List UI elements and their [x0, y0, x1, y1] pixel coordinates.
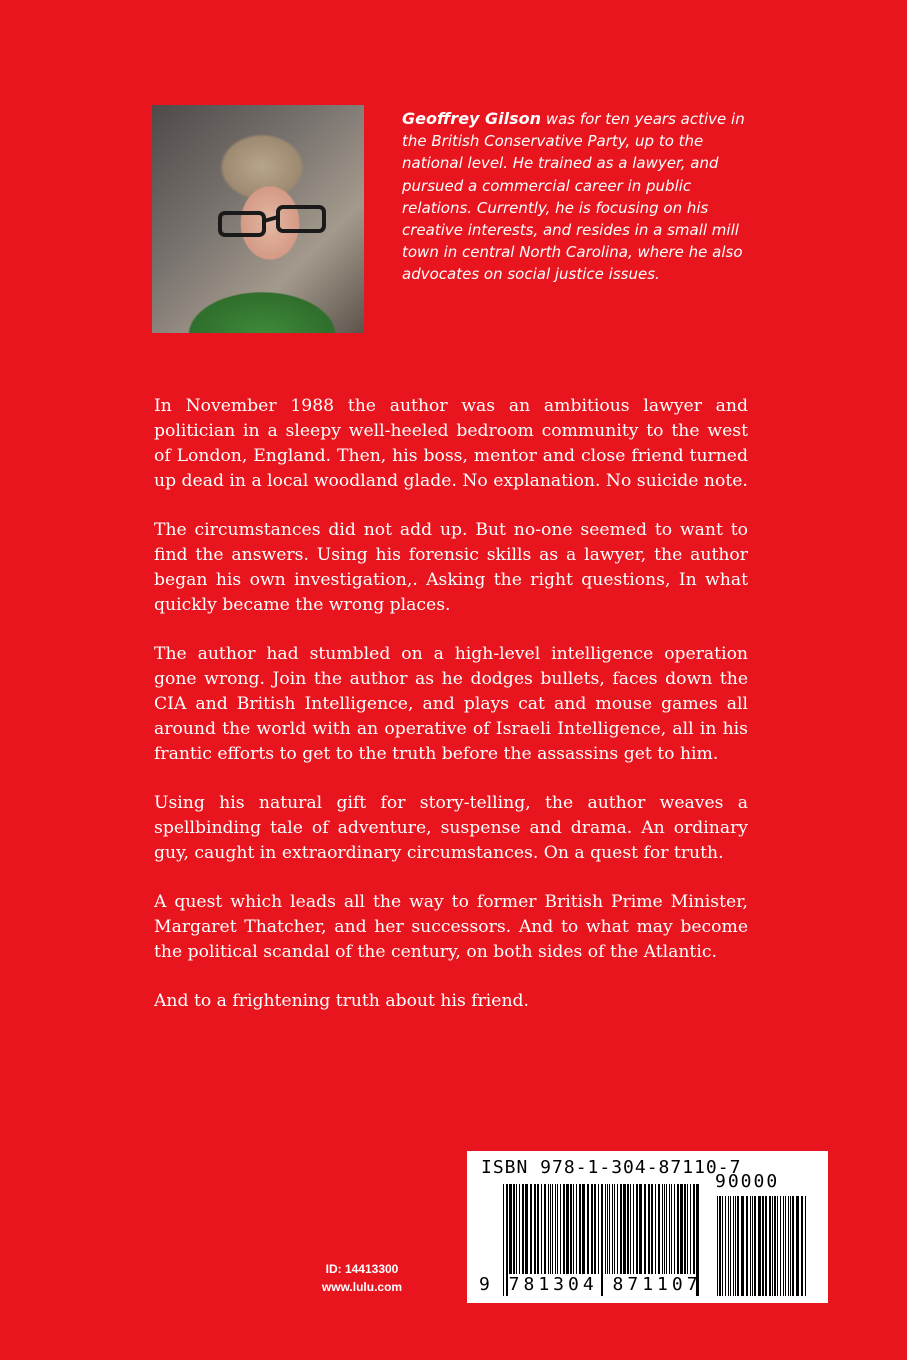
barcode-bar: [651, 1184, 653, 1274]
barcode-bar: [555, 1184, 556, 1274]
barcode-bar: [544, 1184, 546, 1274]
addon-bar: [750, 1196, 751, 1296]
barcode-bar: [623, 1184, 626, 1274]
addon-bar: [762, 1196, 764, 1296]
barcode-bar: [530, 1184, 532, 1274]
barcode-bar: [576, 1184, 577, 1274]
barcode-bar: [550, 1184, 551, 1274]
addon-bar: [785, 1196, 786, 1296]
publisher-id: ID: 14413300: [325, 1262, 399, 1276]
barcode-bar: [671, 1184, 672, 1274]
barcode-bar: [557, 1184, 558, 1274]
barcode-bar: [612, 1184, 613, 1274]
barcode-bar: [674, 1184, 675, 1274]
addon-bar: [801, 1196, 803, 1296]
barcode-bar: [552, 1184, 553, 1274]
barcode-bar: [519, 1184, 520, 1274]
barcode-bar: [639, 1184, 642, 1274]
addon-bar: [730, 1196, 731, 1296]
barcode-bar: [537, 1184, 539, 1274]
addon-bar: [737, 1196, 739, 1296]
barcode-bar: [591, 1184, 593, 1274]
author-bio-text: was for ten years active in the British Conservative Party, up to the national level. He trained as a lawyer, and pursued a commercial career in public relations. Currently, he is focusing on his creative interests, and resides in a small mill town in central North Carolina, where he also advocates on social justice issues.: [402, 110, 745, 284]
addon-bar: [780, 1196, 781, 1296]
barcode-bar: [687, 1184, 688, 1274]
barcode-bar: [614, 1184, 615, 1274]
barcode-bar: [513, 1184, 515, 1274]
author-photo: [152, 105, 364, 333]
addon-bar: [769, 1196, 771, 1296]
barcode-bar: [541, 1184, 542, 1274]
barcode-bar: [548, 1184, 549, 1274]
addon-bar: [790, 1196, 791, 1296]
barcode-bar: [534, 1184, 536, 1274]
addon-bar: [752, 1196, 753, 1296]
barcode-bar: [669, 1184, 670, 1274]
addon-bar: [765, 1196, 767, 1296]
barcode-bar: [620, 1184, 622, 1274]
isbn-barcode: [467, 1151, 828, 1303]
barcode-bar: [636, 1184, 638, 1274]
barcode-bar: [627, 1184, 629, 1274]
blurb-paragraph: The author had stumbled on a high-level intelligence operation gone wrong. Join the author as he dodges bullets, faces down the CIA and British Intelligence, and plays cat and mouse games all around the world with an operative of Israeli Intelligence, all in his frantic efforts to get to the truth before the assassins get to him.: [154, 644, 748, 764]
addon-bar: [772, 1196, 773, 1296]
addon-bar: [777, 1196, 778, 1296]
barcode-bar: [570, 1184, 572, 1274]
barcode-bar: [677, 1184, 679, 1274]
addon-bar: [725, 1196, 726, 1296]
addon-bar: [805, 1196, 806, 1296]
addon-bar: [774, 1196, 776, 1296]
addon-bar: [722, 1196, 723, 1296]
barcode-bar: [664, 1184, 665, 1274]
publisher-info: [300, 1260, 424, 1296]
publisher-url: www.lulu.com: [321, 1280, 403, 1294]
barcode-bar: [633, 1184, 634, 1274]
barcode-bar: [560, 1184, 561, 1274]
barcode-bar: [666, 1184, 667, 1274]
barcode-bar: [658, 1184, 660, 1274]
book-blurb: [154, 394, 748, 1038]
barcode-bar: [587, 1184, 589, 1274]
addon-bar: [754, 1196, 756, 1296]
addon-bar: [788, 1196, 789, 1296]
barcode-bar: [516, 1184, 517, 1274]
barcode-bar: [693, 1184, 695, 1274]
blurb-paragraph: The circumstances did not add up. But no-one seemed to want to find the answers. Using his forensic skills as a lawyer, the author began his own investigation,. Asking the right questions, In what quickly became the wrong places.: [154, 520, 748, 615]
blurb-paragraph: And to a frightening truth about his friend.: [154, 991, 530, 1011]
barcode-bar: [594, 1184, 596, 1274]
barcode-bar: [522, 1184, 524, 1274]
addon-bar: [717, 1196, 718, 1296]
blurb-paragraph: Using his natural gift for story-telling, the author weaves a spellbinding tale of adventure, suspense and drama. An ordinary guy, caught in extraordinary circumstances. On a quest for truth.: [154, 793, 748, 863]
barcode-bar: [566, 1184, 569, 1274]
barcode-bar: [607, 1184, 608, 1274]
isbn-label: ISBN 978-1-304-87110-7: [481, 1157, 742, 1178]
barcode-bar: [609, 1184, 610, 1274]
barcode-bar: [617, 1184, 618, 1274]
ean-digits: 9 781304 871107: [479, 1274, 702, 1295]
author-bio: [402, 108, 752, 286]
barcode-bar: [582, 1184, 585, 1274]
addon-bar: [733, 1196, 734, 1296]
barcode-bar: [648, 1184, 650, 1274]
barcode-bar: [684, 1184, 686, 1274]
blurb-paragraph: A quest which leads all the way to former British Prime Minister, Margaret Thatcher, and her successors. And to what may become the political scandal of the century, on both sides of the Atlantic.: [154, 892, 748, 962]
barcode-bar: [573, 1184, 574, 1274]
barcode-bar: [509, 1184, 512, 1274]
addon-bar: [728, 1196, 729, 1296]
addon-bar: [758, 1196, 761, 1296]
barcode-bar: [630, 1184, 631, 1274]
barcode-bar: [655, 1184, 656, 1274]
barcode-bar: [644, 1184, 646, 1274]
addon-bar: [741, 1196, 744, 1296]
barcode-bar: [662, 1184, 663, 1274]
barcode-bar: [680, 1184, 683, 1274]
price-code: 90000: [715, 1171, 780, 1192]
barcode-bar: [563, 1184, 565, 1274]
barcode-bar: [605, 1184, 606, 1274]
addon-bar: [792, 1196, 794, 1296]
barcode-bar: [525, 1184, 528, 1274]
addon-bar: [796, 1196, 799, 1296]
barcode-bar: [579, 1184, 581, 1274]
addon-bar: [719, 1196, 721, 1296]
barcode-bar: [598, 1184, 599, 1274]
blurb-paragraph: In November 1988 the author was an ambitious lawyer and politician in a sleepy well-heeled bedroom community to the west of London, England. Then, his boss, mentor and close friend turned up dead in a local woodland glade. No explanation. No suicide note.: [154, 396, 748, 491]
addon-bar: [735, 1196, 736, 1296]
addon-bar: [783, 1196, 784, 1296]
author-name: Geoffrey Gilson: [402, 109, 542, 128]
barcode-bar: [690, 1184, 691, 1274]
addon-bar: [746, 1196, 748, 1296]
glasses-graphic: [214, 205, 334, 239]
